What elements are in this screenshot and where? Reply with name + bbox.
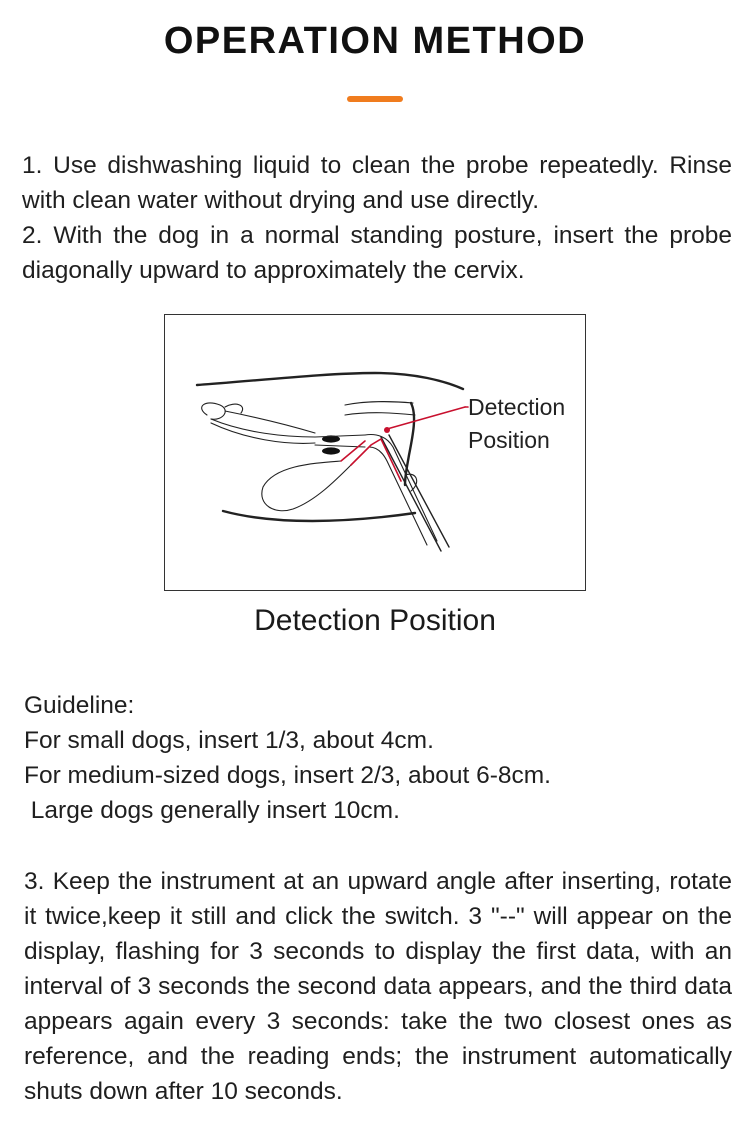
- anatomy-illustration: [165, 315, 587, 592]
- detection-figure: [164, 314, 586, 591]
- guideline-line-large: Large dogs generally insert 10cm.: [24, 797, 400, 824]
- guideline-line-medium: For medium-sized dogs, insert 2/3, about 6-8cm.: [24, 762, 551, 789]
- guideline-line-small: For small dogs, insert 1/3, about 4cm.: [24, 727, 434, 754]
- guideline-heading: Guideline:: [24, 692, 135, 719]
- figure-label-line1: Detection: [468, 394, 566, 420]
- step-2-text: 2. With the dog in a normal standing posture, insert the probe diagonally upward to approximately the cervix.: [22, 222, 732, 284]
- intro-steps: [22, 148, 732, 288]
- figure-label-line2: Position: [468, 427, 550, 453]
- step-3-text: 3. Keep the instrument at an upward angle after inserting, rotate it twice,keep it still and click the switch. 3 "--" will appear on the display, flashing for 3 seconds to display the first data, with an interval of 3 seconds the second data appears, and the third data appears again every 3 seconds: take the two closest ones as reference, and the reading ends; the instrument automatically shuts down after 10 seconds.: [24, 868, 732, 1105]
- title-accent-bar: [347, 96, 403, 102]
- detection-point-marker: [384, 427, 390, 433]
- page-title: OPERATION METHOD: [163, 20, 587, 62]
- step-1-text: 1. Use dishwashing liquid to clean the probe repeatedly. Rinse with clean water without drying and use directly.: [22, 152, 732, 214]
- figure-caption: Detection Position: [254, 604, 496, 637]
- guideline-block: [24, 688, 734, 828]
